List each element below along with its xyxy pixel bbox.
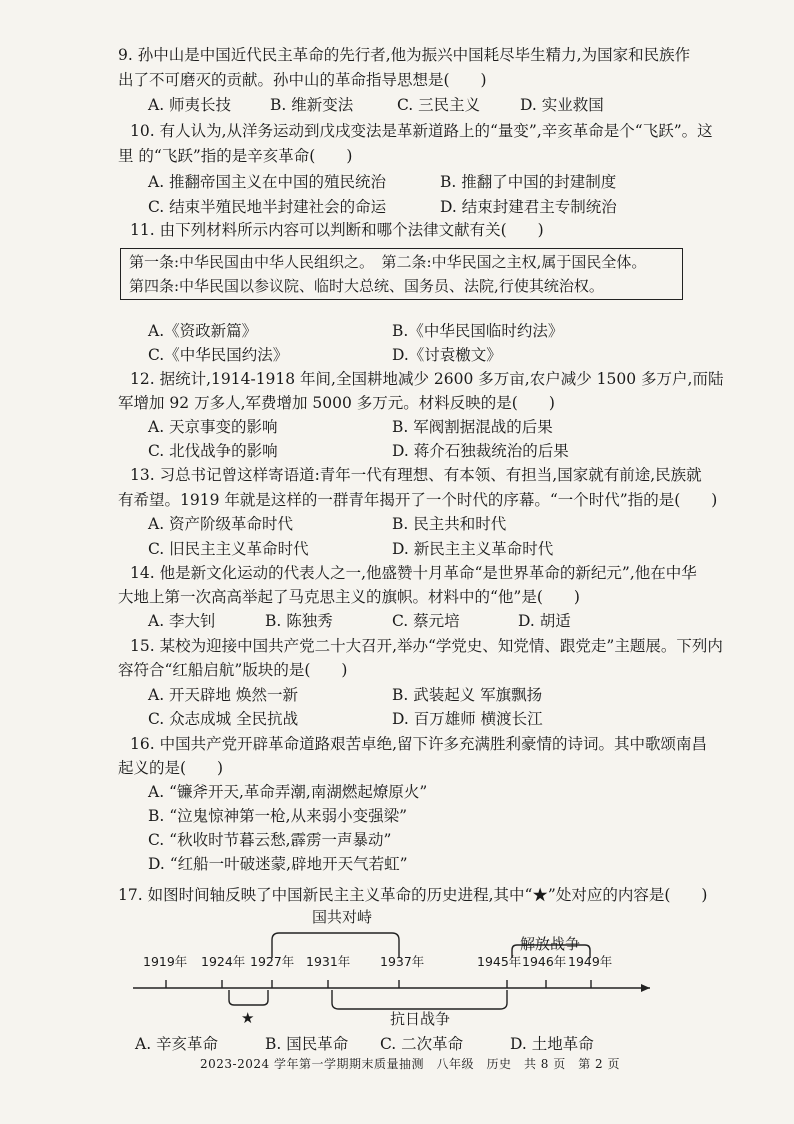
- timeline-year-1937: 1937年: [380, 954, 425, 969]
- q16-stem-line2: 起义的是( ): [118, 759, 224, 777]
- q13-option-b: B. 民主共和时代: [392, 515, 507, 533]
- q13-stem-line2: 有希望。1919 年就是这样的一群青年揭开了一个时代的序幕。“一个时代”指的是( ): [118, 491, 718, 509]
- q9-option-a: A. 师夷长技: [148, 96, 232, 114]
- q11-option-a: A.《资政新篇》: [148, 322, 258, 340]
- timeline-star: ★: [241, 1009, 255, 1027]
- q14-option-a: A. 李大钊: [148, 612, 216, 630]
- q15-option-a: A. 开天辟地 焕然一新: [148, 686, 298, 704]
- timeline-year-1945: 1945年: [477, 954, 522, 969]
- timeline-arrow: [641, 984, 650, 992]
- q12-option-d: D. 蒋介石独裁统治的后果: [392, 442, 569, 460]
- q16-option-d: D. “红船一叶破迷蒙,辟地开天气若虹”: [148, 855, 408, 873]
- timeline-year-1919: 1919年: [143, 954, 188, 969]
- q11-material-line1: 第一条:中华民国由中华人民组织之。 第二条:中华民国之主权,属于国民全体。: [129, 253, 647, 271]
- timeline-year-1946: 1946年: [522, 954, 567, 969]
- timeline-year-1927: 1927年: [250, 954, 295, 969]
- q14-option-b: B. 陈独秀: [265, 612, 333, 630]
- q13-option-a: A. 资产阶级革命时代: [148, 515, 294, 533]
- q16-option-a: A. “镰斧开天,革命弄潮,南湖燃起燎原火”: [148, 783, 428, 801]
- q17-option-c: C. 二次革命: [380, 1035, 464, 1053]
- q15-option-b: B. 武装起义 军旗飘扬: [392, 686, 543, 704]
- q9-stem-line2: 出了不可磨灭的贡献。孙中山的革命指导思想是( ): [118, 71, 487, 89]
- q12-option-b: B. 军阀割据混战的后果: [392, 418, 553, 436]
- q10-option-b: B. 推翻了中国的封建制度: [440, 173, 617, 191]
- q11-material-line2: 第四条:中华民国以参议院、临时大总统、国务员、法院,行使其统治权。: [129, 277, 604, 295]
- timeline-ticks: [166, 980, 591, 988]
- q11-option-c: C.《中华民国约法》: [148, 346, 289, 364]
- q17-stem: 17. 如图时间轴反映了中国新民主主义革命的历史进程,其中“★”处对应的内容是( ): [118, 886, 708, 904]
- q16-option-b: B. “泣鬼惊神第一枪,从来弱小变强梁”: [148, 807, 408, 825]
- q11-option-b: B.《中华民国临时约法》: [392, 322, 564, 340]
- q15-stem-line2: 容符合“红船启航”版块的是( ): [118, 661, 348, 679]
- q12-option-a: A. 天京事变的影响: [148, 418, 278, 436]
- q10-option-d: D. 结束封建君主专制统治: [440, 198, 617, 216]
- timeline-year-1924: 1924年: [201, 954, 246, 969]
- q15-stem-line1: 15. 某校为迎接中国共产党二十大召开,举办“学党史、知党情、跟党走”主题展。下列内: [130, 637, 723, 655]
- q17-option-a: A. 辛亥革命: [135, 1035, 219, 1053]
- q9-option-c: C. 三民主义: [397, 96, 481, 114]
- q10-stem-line1: 10. 有人认为,从洋务运动到戊戌变法是革新道路上的“量变”,辛亥革命是个“飞跃”。这: [130, 122, 713, 140]
- q9-option-b: B. 维新变法: [270, 96, 354, 114]
- timeline-label-kmt-cpc-confrontation: 国共对峙: [312, 908, 373, 926]
- q14-option-d: D. 胡适: [518, 612, 571, 630]
- q11-material-box: [120, 248, 683, 300]
- timeline-bottom-bracket-1931-1945: [332, 990, 507, 1009]
- q16-stem-line1: 16. 中国共产党开辟革命道路艰苦卓绝,留下许多充满胜利豪情的诗词。其中歌颂南昌: [130, 735, 708, 753]
- q9-stem-line1: 9. 孙中山是中国近代民主革命的先行者,他为振兴中国耗尽毕生精力,为国家和民族作: [118, 46, 691, 64]
- q14-option-c: C. 蔡元培: [392, 612, 460, 630]
- q14-stem-line1: 14. 他是新文化运动的代表人之一,他盛赞十月革命“是世界革命的新纪元”,他在中华: [130, 564, 697, 582]
- q9-option-d: D. 实业救国: [520, 96, 604, 114]
- q17-option-b: B. 国民革命: [265, 1035, 349, 1053]
- q10-option-a: A. 推翻帝国主义在中国的殖民统治: [148, 173, 387, 191]
- q14-stem-line2: 大地上第一次高高举起了马克思主义的旗帜。材料中的“他”是( ): [118, 588, 580, 606]
- q16-option-c: C. “秋收时节暮云愁,霹雳一声暴动”: [148, 831, 392, 849]
- timeline-year-1949: 1949年: [568, 954, 613, 969]
- q12-stem-line1: 12. 据统计,1914-1918 年间,全国耕地减少 2600 多万亩,农户减少 1500 多万户,而陆: [130, 370, 724, 388]
- q11-stem: 11. 由下列材料所示内容可以判断和哪个法律文献有关( ): [130, 221, 544, 239]
- q12-stem-line2: 军增加 92 万多人,军费增加 5000 多万元。材料反映的是( ): [118, 394, 555, 412]
- timeline-year-1931: 1931年: [306, 954, 351, 969]
- q13-option-c: C. 旧民主主义革命时代: [148, 540, 309, 558]
- q15-option-c: C. 众志成城 全民抗战: [148, 710, 299, 728]
- q13-option-d: D. 新民主主义革命时代: [392, 540, 554, 558]
- timeline-label-liberation-war: 解放战争: [520, 935, 581, 953]
- q11-option-d: D.《讨袁檄文》: [392, 346, 502, 364]
- timeline-label-anti-japanese-war: 抗日战争: [390, 1010, 451, 1028]
- timeline-bottom-bracket-star: [229, 990, 268, 1005]
- q13-stem-line1: 13. 习总书记曾这样寄语道:青年一代有理想、有本领、有担当,国家就有前途,民族就: [130, 466, 702, 484]
- q17-option-d: D. 土地革命: [510, 1035, 594, 1053]
- q12-option-c: C. 北伐战争的影响: [148, 442, 278, 460]
- q10-option-c: C. 结束半殖民地半封建社会的命运: [148, 198, 387, 216]
- q10-stem-line2: 里 的“飞跃”指的是辛亥革命( ): [118, 147, 353, 165]
- page-footer: 2023-2024 学年第一学期期末质量抽测 八年级 历史 共 8 页 第 2 页: [200, 1057, 620, 1071]
- timeline-figure: [0, 900, 794, 1040]
- q15-option-d: D. 百万雄师 横渡长江: [392, 710, 543, 728]
